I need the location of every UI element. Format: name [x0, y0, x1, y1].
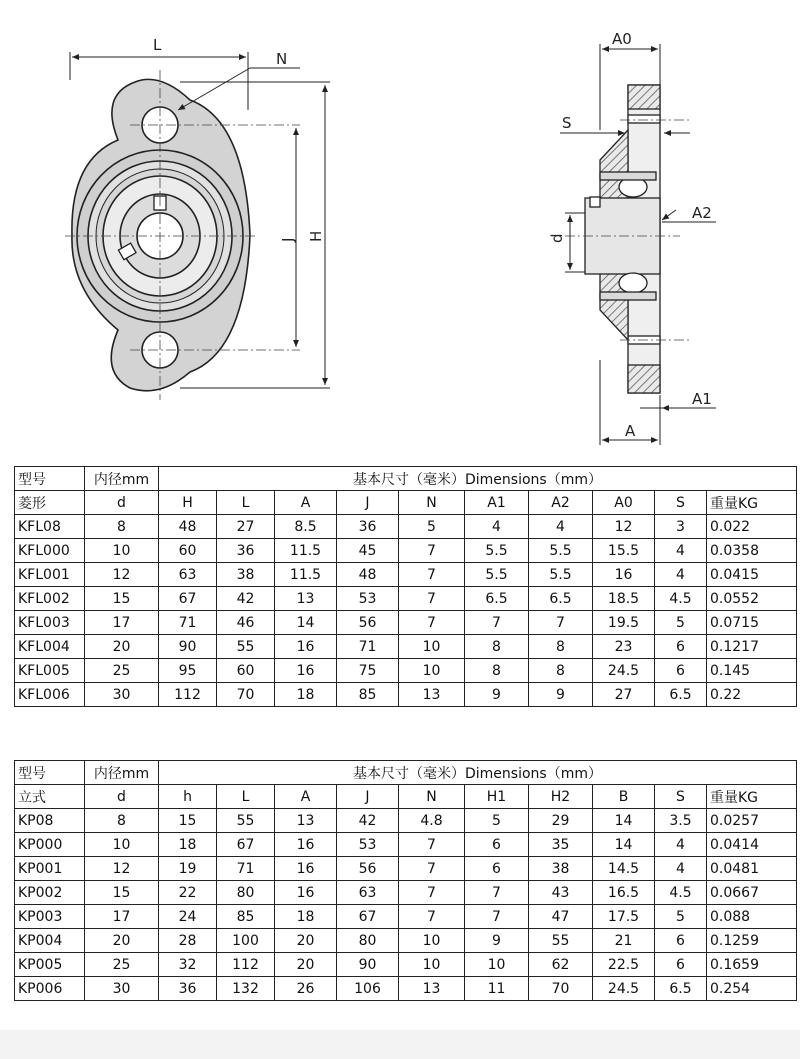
table-cell: 6	[655, 953, 707, 977]
model-cell: KP006	[15, 977, 85, 1001]
table-cell: 19.5	[593, 611, 655, 635]
table-cell: 16	[593, 563, 655, 587]
model-cell: KP002	[15, 881, 85, 905]
table-row	[15, 515, 797, 539]
model-cell: KP004	[15, 929, 85, 953]
table-cell: 6.5	[655, 683, 707, 707]
model-cell: KP003	[15, 905, 85, 929]
table-cell: 27	[217, 515, 275, 539]
table-cell: 43	[529, 881, 593, 905]
table-cell: 11.5	[275, 539, 337, 563]
table-cell: 8	[85, 809, 159, 833]
table-cell: 7	[399, 611, 465, 635]
model-cell: KFL002	[15, 587, 85, 611]
table-cell: 67	[217, 833, 275, 857]
table-cell: 5	[655, 611, 707, 635]
column-header: L	[217, 785, 275, 809]
table-cell: 45	[337, 539, 399, 563]
table-cell: 13	[275, 809, 337, 833]
table-cell: 14.5	[593, 857, 655, 881]
table-cell: 17	[85, 905, 159, 929]
table-cell: 18	[275, 905, 337, 929]
table-cell: 14	[593, 809, 655, 833]
table-cell: 4	[655, 563, 707, 587]
column-header: h	[159, 785, 217, 809]
column-header: H2	[529, 785, 593, 809]
table-cell: 12	[85, 857, 159, 881]
table-header-row	[15, 467, 797, 491]
table-cell: 8	[465, 659, 529, 683]
table-cell: 0.1217	[707, 635, 797, 659]
table-cell: 7	[399, 905, 465, 929]
table-cell: 24.5	[593, 977, 655, 1001]
table-cell: 25	[85, 953, 159, 977]
column-header: 重量KG	[707, 491, 797, 515]
model-cell: KP001	[15, 857, 85, 881]
table-cell: 8	[465, 635, 529, 659]
column-header: A	[275, 785, 337, 809]
kp-dimensions-table	[14, 760, 797, 1001]
table-cell: 80	[217, 881, 275, 905]
table-cell: 22	[159, 881, 217, 905]
table-cell: 62	[529, 953, 593, 977]
table-cell: 36	[217, 539, 275, 563]
table-cell: 7	[399, 539, 465, 563]
table-cell: 8	[529, 635, 593, 659]
table-cell: 106	[337, 977, 399, 1001]
table-cell: 38	[529, 857, 593, 881]
table-cell: 20	[85, 929, 159, 953]
column-header: J	[337, 785, 399, 809]
table-cell: 5.5	[529, 539, 593, 563]
model-cell: KFL003	[15, 611, 85, 635]
label-A: A	[625, 422, 636, 440]
table-row	[15, 539, 797, 563]
table-cell: 15.5	[593, 539, 655, 563]
kfl-table-body	[15, 515, 797, 707]
table-cell: 24	[159, 905, 217, 929]
table-row	[15, 809, 797, 833]
table-cell: 0.0414	[707, 833, 797, 857]
table-cell: 9	[529, 683, 593, 707]
table-cell: 10	[85, 539, 159, 563]
column-header: N	[399, 785, 465, 809]
table-row	[15, 587, 797, 611]
table-cell: 14	[593, 833, 655, 857]
table-cell: 4.5	[655, 881, 707, 905]
table-cell: 7	[465, 881, 529, 905]
label-A0: A0	[612, 30, 632, 48]
table-cell: 11.5	[275, 563, 337, 587]
table-cell: 85	[337, 683, 399, 707]
table-cell: 0.0552	[707, 587, 797, 611]
table-cell: 0.0715	[707, 611, 797, 635]
table-cell: 8.5	[275, 515, 337, 539]
table-cell: 0.088	[707, 905, 797, 929]
table-cell: 35	[529, 833, 593, 857]
column-header: S	[655, 491, 707, 515]
table-cell: 15	[85, 881, 159, 905]
table-cell: 6	[655, 635, 707, 659]
column-header: J	[337, 491, 399, 515]
table-cell: 16	[275, 659, 337, 683]
column-header: d	[85, 491, 159, 515]
column-header: d	[85, 785, 159, 809]
column-header-row	[15, 491, 797, 515]
table-row	[15, 881, 797, 905]
table-cell: 70	[529, 977, 593, 1001]
table-cell: 10	[399, 659, 465, 683]
table-cell: 38	[217, 563, 275, 587]
bearing-technical-drawing	[0, 0, 800, 450]
table-cell: 16	[275, 635, 337, 659]
table-cell: 71	[217, 857, 275, 881]
table-cell: 10	[399, 953, 465, 977]
bottom-strip	[0, 1030, 800, 1059]
table-cell: 95	[159, 659, 217, 683]
table-row	[15, 683, 797, 707]
table-cell: 0.0257	[707, 809, 797, 833]
table-row	[15, 833, 797, 857]
table-cell: 22.5	[593, 953, 655, 977]
table-row	[15, 635, 797, 659]
table-cell: 13	[399, 977, 465, 1001]
table-cell: 24.5	[593, 659, 655, 683]
table-cell: 4	[655, 857, 707, 881]
table-header-row	[15, 761, 797, 785]
table-cell: 4	[655, 539, 707, 563]
model-cell: KP005	[15, 953, 85, 977]
table-cell: 0.254	[707, 977, 797, 1001]
table-cell: 25	[85, 659, 159, 683]
table-cell: 80	[337, 929, 399, 953]
column-header: H	[159, 491, 217, 515]
table-row	[15, 905, 797, 929]
table-cell: 4	[465, 515, 529, 539]
kfl-dimensions-table	[14, 466, 797, 707]
model-cell: KFL001	[15, 563, 85, 587]
table-cell: 30	[85, 977, 159, 1001]
label-N: N	[276, 50, 288, 68]
table-row	[15, 953, 797, 977]
column-header: N	[399, 491, 465, 515]
table-cell: 5.5	[529, 563, 593, 587]
column-header: 菱形	[15, 491, 85, 515]
table-cell: 4.5	[655, 587, 707, 611]
table-cell: 13	[399, 683, 465, 707]
table-cell: 7	[399, 881, 465, 905]
table-cell: 10	[399, 929, 465, 953]
table-cell: 67	[159, 587, 217, 611]
table-cell: 53	[337, 833, 399, 857]
table-cell: 5.5	[465, 563, 529, 587]
table-cell: 20	[275, 953, 337, 977]
table-cell: 112	[159, 683, 217, 707]
table-cell: 20	[85, 635, 159, 659]
model-cell: KFL08	[15, 515, 85, 539]
table-cell: 42	[217, 587, 275, 611]
table-cell: 56	[337, 611, 399, 635]
table-cell: 13	[275, 587, 337, 611]
table-cell: 6	[655, 659, 707, 683]
ball-lower	[619, 273, 647, 293]
table-cell: 20	[275, 929, 337, 953]
bore-header: 内径mm	[85, 467, 159, 491]
type-header: 型号	[15, 467, 85, 491]
column-header: 重量KG	[707, 785, 797, 809]
table-cell: 48	[159, 515, 217, 539]
table-cell: 15	[159, 809, 217, 833]
table-cell: 7	[465, 611, 529, 635]
table-cell: 23	[593, 635, 655, 659]
label-J: J	[279, 237, 297, 242]
table-cell: 5	[399, 515, 465, 539]
table-cell: 7	[399, 857, 465, 881]
table-cell: 30	[85, 683, 159, 707]
table-cell: 42	[337, 809, 399, 833]
table-cell: 10	[85, 833, 159, 857]
model-cell: KP08	[15, 809, 85, 833]
label-d: d	[548, 233, 566, 243]
table-cell: 55	[217, 635, 275, 659]
column-header: H1	[465, 785, 529, 809]
table-cell: 132	[217, 977, 275, 1001]
column-header: A2	[529, 491, 593, 515]
table-cell: 0.0415	[707, 563, 797, 587]
table-cell: 55	[217, 809, 275, 833]
table-cell: 112	[217, 953, 275, 977]
table-cell: 6.5	[529, 587, 593, 611]
table-cell: 47	[529, 905, 593, 929]
table-cell: 5.5	[465, 539, 529, 563]
table-cell: 6	[465, 833, 529, 857]
table-cell: 7	[465, 905, 529, 929]
table-cell: 63	[159, 563, 217, 587]
table-cell: 8	[85, 515, 159, 539]
table-row	[15, 929, 797, 953]
table-cell: 29	[529, 809, 593, 833]
table-cell: 9	[465, 929, 529, 953]
table-cell: 71	[337, 635, 399, 659]
label-L: L	[153, 36, 162, 54]
table-cell: 0.022	[707, 515, 797, 539]
table-cell: 10	[465, 953, 529, 977]
model-cell: KFL005	[15, 659, 85, 683]
table-cell: 48	[337, 563, 399, 587]
table-cell: 19	[159, 857, 217, 881]
table-row	[15, 611, 797, 635]
table-cell: 17	[85, 611, 159, 635]
table-cell: 0.1659	[707, 953, 797, 977]
column-header: A0	[593, 491, 655, 515]
table-cell: 55	[529, 929, 593, 953]
table-cell: 9	[465, 683, 529, 707]
column-header: B	[593, 785, 655, 809]
column-header: A1	[465, 491, 529, 515]
table-row	[15, 563, 797, 587]
table-cell: 14	[275, 611, 337, 635]
table-cell: 16.5	[593, 881, 655, 905]
label-H: H	[307, 230, 325, 242]
table-cell: 8	[529, 659, 593, 683]
table-cell: 3.5	[655, 809, 707, 833]
table-cell: 0.1259	[707, 929, 797, 953]
table-cell: 90	[337, 953, 399, 977]
table-cell: 28	[159, 929, 217, 953]
table-cell: 12	[593, 515, 655, 539]
table-cell: 67	[337, 905, 399, 929]
table-cell: 7	[399, 587, 465, 611]
column-header: L	[217, 491, 275, 515]
table-cell: 4	[655, 833, 707, 857]
dimensions-header: 基本尺寸（毫米）Dimensions（mm）	[159, 467, 797, 491]
side-set-screw	[590, 197, 600, 207]
model-cell: KP000	[15, 833, 85, 857]
dimensions-header: 基本尺寸（毫米）Dimensions（mm）	[159, 761, 797, 785]
side-view	[585, 85, 660, 393]
table-cell: 46	[217, 611, 275, 635]
column-header: S	[655, 785, 707, 809]
table-cell: 3	[655, 515, 707, 539]
table-cell: 6.5	[655, 977, 707, 1001]
table-cell: 85	[217, 905, 275, 929]
table-cell: 7	[529, 611, 593, 635]
label-A2: A2	[692, 204, 712, 222]
table-cell: 0.145	[707, 659, 797, 683]
table-cell: 5	[465, 809, 529, 833]
table-cell: 6	[655, 929, 707, 953]
column-header-row	[15, 785, 797, 809]
table-cell: 12	[85, 563, 159, 587]
table-cell: 0.0358	[707, 539, 797, 563]
model-cell: KFL004	[15, 635, 85, 659]
table-cell: 17.5	[593, 905, 655, 929]
table-cell: 0.0667	[707, 881, 797, 905]
table-cell: 27	[593, 683, 655, 707]
table-cell: 7	[399, 563, 465, 587]
table-cell: 60	[217, 659, 275, 683]
table-cell: 6.5	[465, 587, 529, 611]
table-cell: 36	[337, 515, 399, 539]
table-cell: 75	[337, 659, 399, 683]
table-cell: 18	[159, 833, 217, 857]
table-cell: 70	[217, 683, 275, 707]
type-header: 型号	[15, 761, 85, 785]
table-cell: 63	[337, 881, 399, 905]
label-S: S	[562, 114, 572, 132]
table-row	[15, 857, 797, 881]
bore-header: 内径mm	[85, 761, 159, 785]
table-cell: 4	[529, 515, 593, 539]
model-cell: KFL006	[15, 683, 85, 707]
table-cell: 36	[159, 977, 217, 1001]
table-cell: 6	[465, 857, 529, 881]
table-cell: 7	[399, 833, 465, 857]
table-cell: 16	[275, 833, 337, 857]
table-cell: 21	[593, 929, 655, 953]
table-cell: 0.0481	[707, 857, 797, 881]
kp-table-body	[15, 809, 797, 1001]
table-cell: 60	[159, 539, 217, 563]
table-cell: 15	[85, 587, 159, 611]
table-cell: 90	[159, 635, 217, 659]
column-header: 立式	[15, 785, 85, 809]
table-cell: 11	[465, 977, 529, 1001]
table-cell: 4.8	[399, 809, 465, 833]
table-cell: 16	[275, 881, 337, 905]
table-cell: 53	[337, 587, 399, 611]
table-cell: 26	[275, 977, 337, 1001]
label-A1: A1	[692, 390, 712, 408]
table-cell: 18.5	[593, 587, 655, 611]
table-cell: 71	[159, 611, 217, 635]
table-row	[15, 977, 797, 1001]
model-cell: KFL000	[15, 539, 85, 563]
table-cell: 10	[399, 635, 465, 659]
table-cell: 5	[655, 905, 707, 929]
table-cell: 100	[217, 929, 275, 953]
table-cell: 32	[159, 953, 217, 977]
table-cell: 18	[275, 683, 337, 707]
table-cell: 0.22	[707, 683, 797, 707]
table-row	[15, 659, 797, 683]
table-cell: 56	[337, 857, 399, 881]
table-cell: 16	[275, 857, 337, 881]
front-view	[72, 79, 250, 390]
column-header: A	[275, 491, 337, 515]
